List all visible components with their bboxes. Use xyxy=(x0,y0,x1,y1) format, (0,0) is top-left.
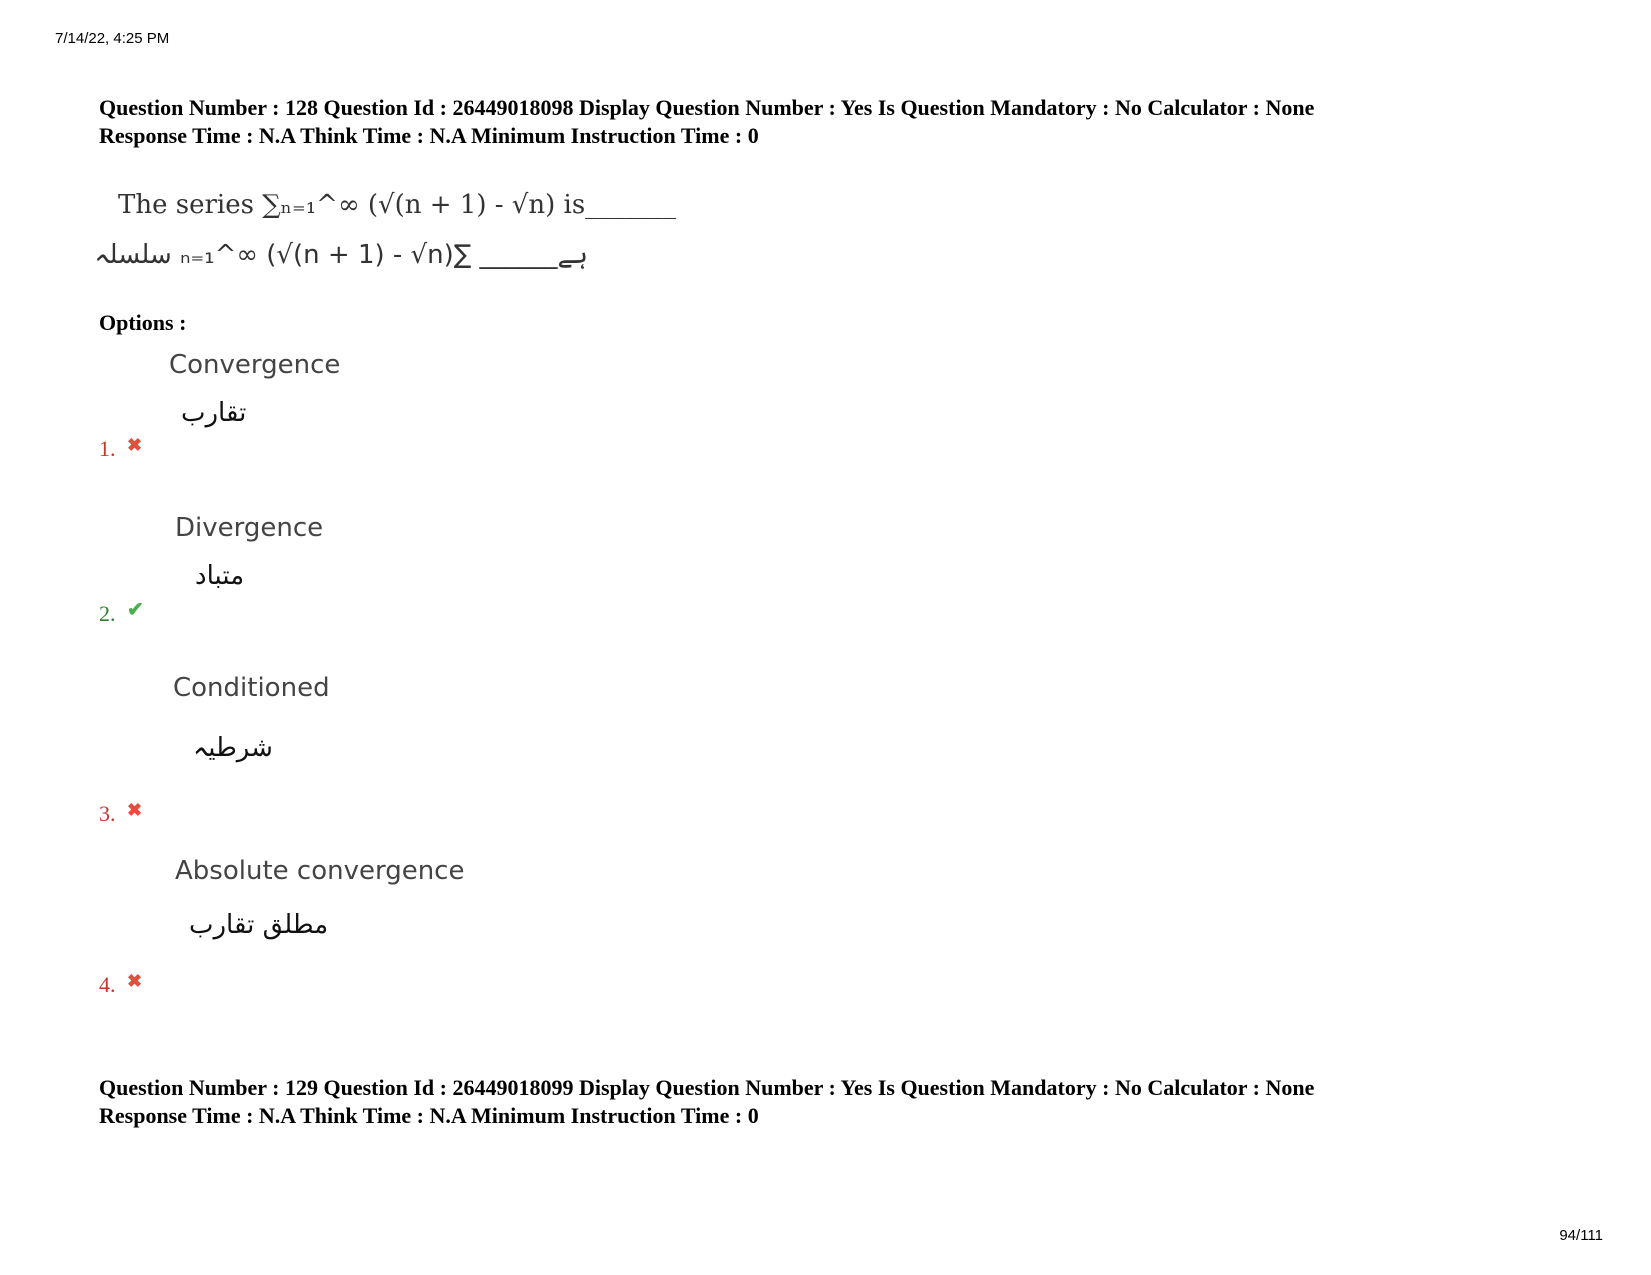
cross-icon: ✖ xyxy=(127,435,143,455)
options-label: Options : xyxy=(99,310,187,335)
question-129-header xyxy=(99,1074,1599,1130)
option-1-english: Convergence xyxy=(169,350,341,380)
question-128-english-prompt: The series ∑ₙ₌₁^∞ (√(n + 1) - √n) is_______ xyxy=(118,190,677,220)
option-3-number: 3. xyxy=(99,801,116,826)
option-2-number: 2. xyxy=(99,601,116,626)
option-3-urdu: شرطیہ xyxy=(193,733,273,763)
cross-icon: ✖ xyxy=(127,800,143,820)
option-1-number: 1. xyxy=(99,436,116,461)
option-3-english: Conditioned xyxy=(173,673,330,703)
question-128-urdu-prompt: ہے______ ∑ₙ₌₁^∞ (√(n + 1) - √n) سلسلہ xyxy=(94,240,588,270)
check-icon: ✔ xyxy=(127,599,144,621)
question-128-meta-line2: Response Time : N.A Think Time : N.A Minimum Instruction Time : 0 xyxy=(99,123,759,148)
print-timestamp: 7/14/22, 4:25 PM xyxy=(55,30,170,47)
question-128-prompt xyxy=(94,180,677,280)
option-2-english: Divergence xyxy=(175,513,324,543)
question-128-header xyxy=(99,94,1599,150)
option-4-number: 4. xyxy=(99,972,116,997)
page-number: 94/111 xyxy=(1559,1227,1603,1244)
option-4-english: Absolute convergence xyxy=(175,856,465,886)
cross-icon: ✖ xyxy=(127,971,143,991)
option-1-urdu: تقارب xyxy=(181,398,247,428)
question-129-meta-line2: Response Time : N.A Think Time : N.A Minimum Instruction Time : 0 xyxy=(99,1103,759,1128)
question-128-meta-line1: Question Number : 128 Question Id : 26449018098 Display Question Number : Yes Is Question Mandatory : No Calculator : None xyxy=(99,95,1315,120)
question-129-meta-line1: Question Number : 129 Question Id : 26449018099 Display Question Number : Yes Is Question Mandatory : No Calculator : None xyxy=(99,1075,1315,1100)
option-4-urdu: مطلق تقارب xyxy=(189,910,329,940)
option-2-urdu: متباد xyxy=(195,561,245,591)
